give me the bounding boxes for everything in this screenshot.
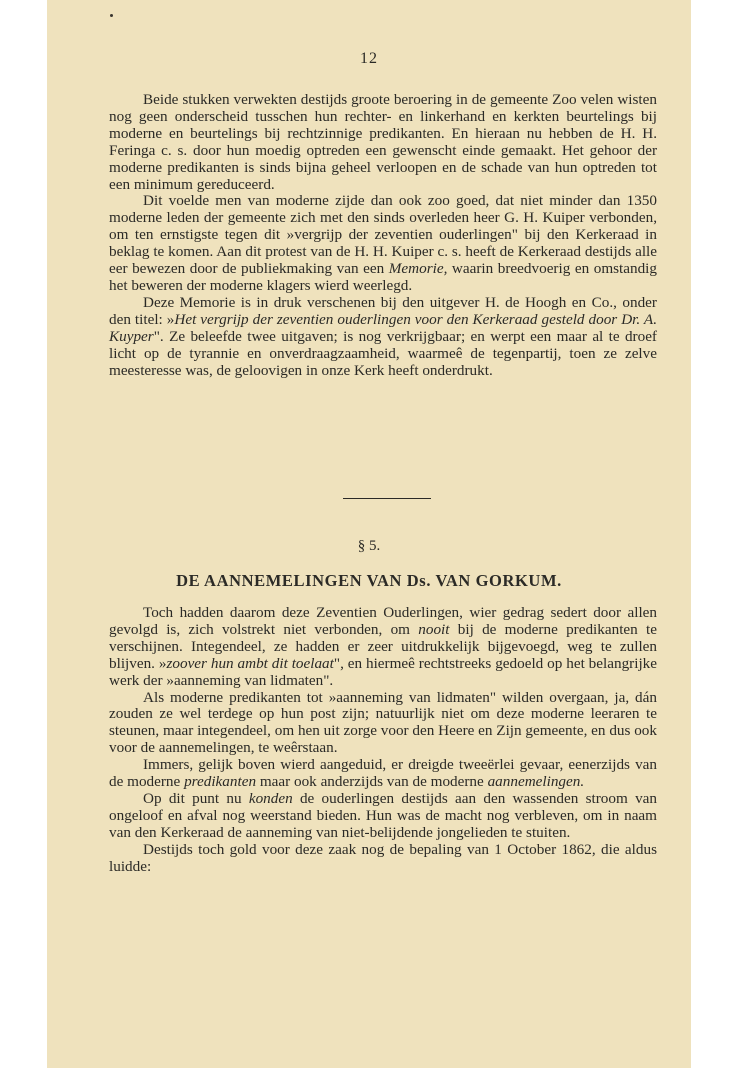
text-run: maar ook anderzijds van de moderne: [256, 773, 488, 791]
italic-text: aannemelingen.: [487, 773, 585, 791]
paragraph: [109, 92, 657, 193]
text-run: Op dit punt nu: [143, 789, 249, 807]
text-run: Als moderne predikanten tot »aanneming van lidmaten" wilden overgaan, ja, dán zouden ze wel terdege op hun post zijn; natuurlijk niet om deze moderne leeraren te steunen, maar integendeel, om hen uit zorge voor den Heere en Zijn gemeente, en dus ook voor de aannemelingen, te weêrstaan.: [109, 688, 657, 757]
section-number: § 5.: [357, 538, 381, 554]
section-title: DE AANNEMELINGEN VAN Ds. VAN GORKUM.: [176, 571, 562, 590]
text-run: Toch hadden daarom deze Zeventien Ouderlingen, wier gedrag sedert door allen gevolgd is, zich volstrekt niet verbonden, om: [109, 604, 657, 638]
paragraph: [109, 842, 657, 876]
book-page: [47, 0, 691, 1068]
ink-speck: [110, 14, 113, 17]
paragraph: [109, 757, 657, 791]
italic-text: Memorie,: [388, 260, 448, 278]
text-run: waarin breedvoerig en omstandig het beweren der moderne klagers wierd weerlegd.: [109, 260, 658, 294]
italic-text: zoover hun ambt dit toelaat: [166, 654, 334, 672]
text-run: ". Ze beleefde twee uitgaven; is nog verkrijgbaar; en werpt een maar al te droef licht op de tyrannie en onverdraagzaamheid, waarmeê de tegenpartij, toen ze zelve meesteresse was, de geloovigen in onze Kerk heeft onderdrukt.: [109, 327, 657, 379]
text-run: bij de moderne predikanten te verschijnen. Integendeel, ze hadden er zeer uitdrukkelijk bijgevoegd, weg te zullen blijven. »: [109, 620, 657, 672]
italic-text: Het vergrijp der zeventien ouderlingen voor den Kerkeraad gesteld door Dr. A. Kuyper: [109, 310, 657, 345]
text-run: Beide stukken verwekten destijds groote beroering in de gemeente Zoo velen wisten nog geen onderscheid tusschen hun rechter- en linkerhand en kerkten beurtelings bij moderne en beurtelings bij rechtzinnige predikanten. En hieraan nu hebben de H. H. Feringa c. s. door hun moedig optreden een gewenscht einde gemaakt. Het gehoor der moderne predikanten is sinds bijna geheel verloopen en de schade van hun optreden tot een minimum gereduceerd.: [109, 91, 657, 193]
section-one-text: [109, 92, 657, 379]
text-run: ", en hiermeê rechtstreeks gedoeld op het belangrijke werk der »aanneming van lidmaten".: [109, 654, 657, 689]
section-two-text: [109, 605, 657, 876]
paragraph: [109, 690, 657, 758]
paragraph: [109, 295, 657, 380]
text-run: Immers, gelijk boven wierd aangeduid, er dreigde tweeërlei gevaar, eenerzijds van de moderne: [109, 756, 657, 791]
page-number: 12: [360, 50, 378, 67]
text-run: Destijds toch gold voor deze zaak nog de bepaling van 1 October 1862, die aldus luidde:: [109, 840, 657, 875]
section-divider: [343, 498, 431, 499]
text-run: de ouderlingen destijds aan den wassenden stroom van ongeloof en afval nog weerstand bieden. Hun was de macht nog verbleven, om in naam van den Kerkeraad de aanneming van niet-belijdende jongelieden te stuiten.: [109, 789, 657, 841]
paragraph: [109, 605, 657, 690]
paragraph: [109, 193, 657, 294]
italic-text: konden: [248, 789, 293, 807]
italic-text: predikanten: [184, 773, 257, 791]
text-run: Dit voelde men van moderne zijde dan ook zoo goed, dat niet minder dan 1350 moderne leden der gemeente zich met den sinds overleden heer G. H. Kuiper verbonden, om ten ernstigste tegen dit »vergrijp der zeventien ouderlingen" bij den Kerkeraad in beklag te komen. Aan dit protest van de H. H. Kuiper c. s. heeft de Kerkeraad destijds alle eer bewezen door de publiekmaking van een: [109, 192, 657, 278]
text-run: Deze Memorie is in druk verschenen bij den uitgever H. de Hoogh en Co., onder den titel: »: [109, 293, 657, 328]
paragraph: [109, 791, 657, 842]
italic-text: nooit: [418, 620, 450, 638]
